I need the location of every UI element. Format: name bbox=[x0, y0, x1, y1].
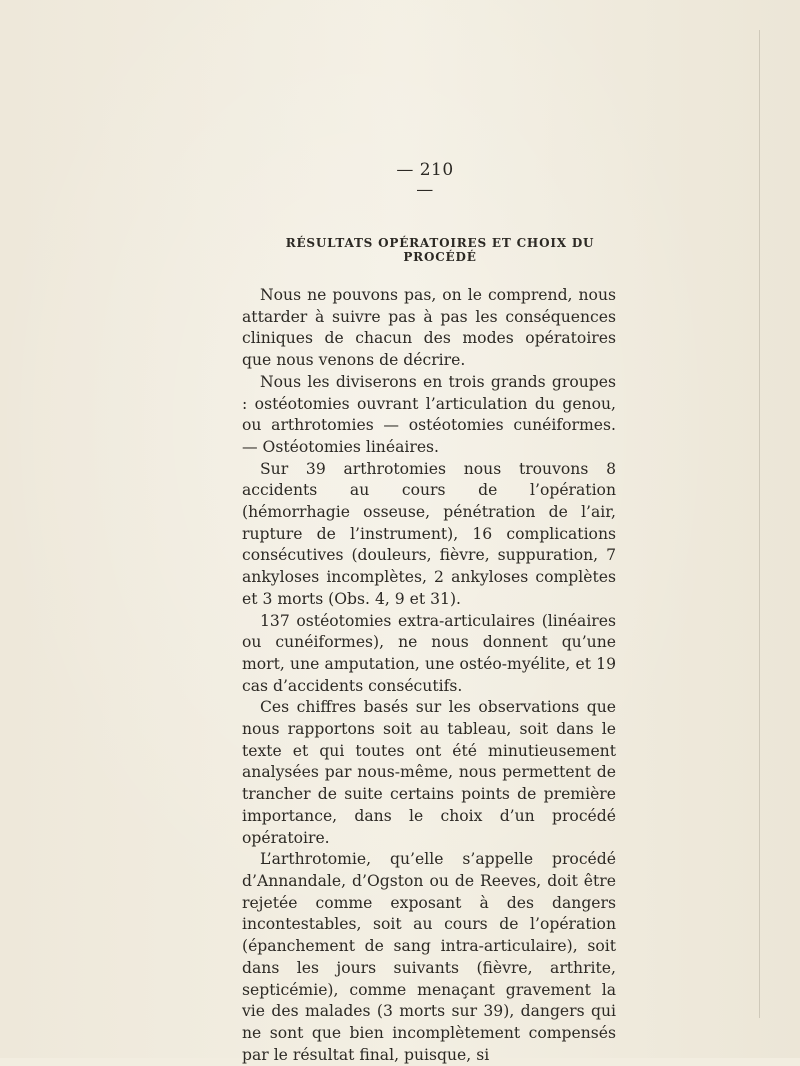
paragraph: Sur 39 arthrotomies nous trouvons 8 accidents au cours de l’opération (hémorrhagie osseuse, pénétration de l’air, rupture de l’instrument), 16 complications consécutives (douleurs, fièvre, suppuration, 7 ankyloses incomplètes, 2 ankyloses complètes et 3 morts (Obs. 4, 9 et 31). bbox=[242, 459, 616, 608]
page-edge-line bbox=[759, 30, 760, 1018]
page-number: — 210 — bbox=[396, 160, 454, 200]
paragraph: 137 ostéotomies extra-articulaires (linéaires ou cunéiformes), ne nous donnent qu’une mort, une amputation, une ostéo-myélite, et 19 cas d’accidents consécutifs. bbox=[242, 611, 616, 695]
paragraph: L’arthrotomie, qu’elle s’appelle procédé d’Annandale, d’Ogston ou de Reeves, doit être rejetée comme exposant à des dangers incontestables, soit au cours de l’opération (épanchement de sang intra-articulaire), soit dans les jours suivants (fièvre, arthrite, septicémie), comme menaçant gravement la vie des malades (3 morts sur 39), dangers qui ne sont que bien incomplètement compensés par le résultat final, puisque, si bbox=[242, 850, 616, 1064]
section-title: RÉSULTATS OPÉRATOIRES ET CHOIX DU PROCÉDÉ bbox=[285, 236, 595, 264]
body-text bbox=[242, 285, 616, 1066]
paragraph: Nous les diviserons en trois grands groupes : ostéotomies ouvrant l’articulation du genou, ou arthrotomies — ostéotomies cunéiformes. — Ostéotomies linéaires. bbox=[242, 372, 616, 456]
paragraph: Nous ne pouvons pas, on le comprend, nous attarder à suivre pas à pas les conséquences cliniques de chacun des modes opératoires que nous venons de décrire. bbox=[242, 286, 616, 370]
paragraph: Ces chiffres basés sur les observations que nous rapportons soit au tableau, soit dans le texte et qui toutes ont été minutieusement analysées par nous-même, nous permettent de trancher de suite certains points de première importance, dans le choix d’un procédé opératoire. bbox=[242, 698, 616, 847]
